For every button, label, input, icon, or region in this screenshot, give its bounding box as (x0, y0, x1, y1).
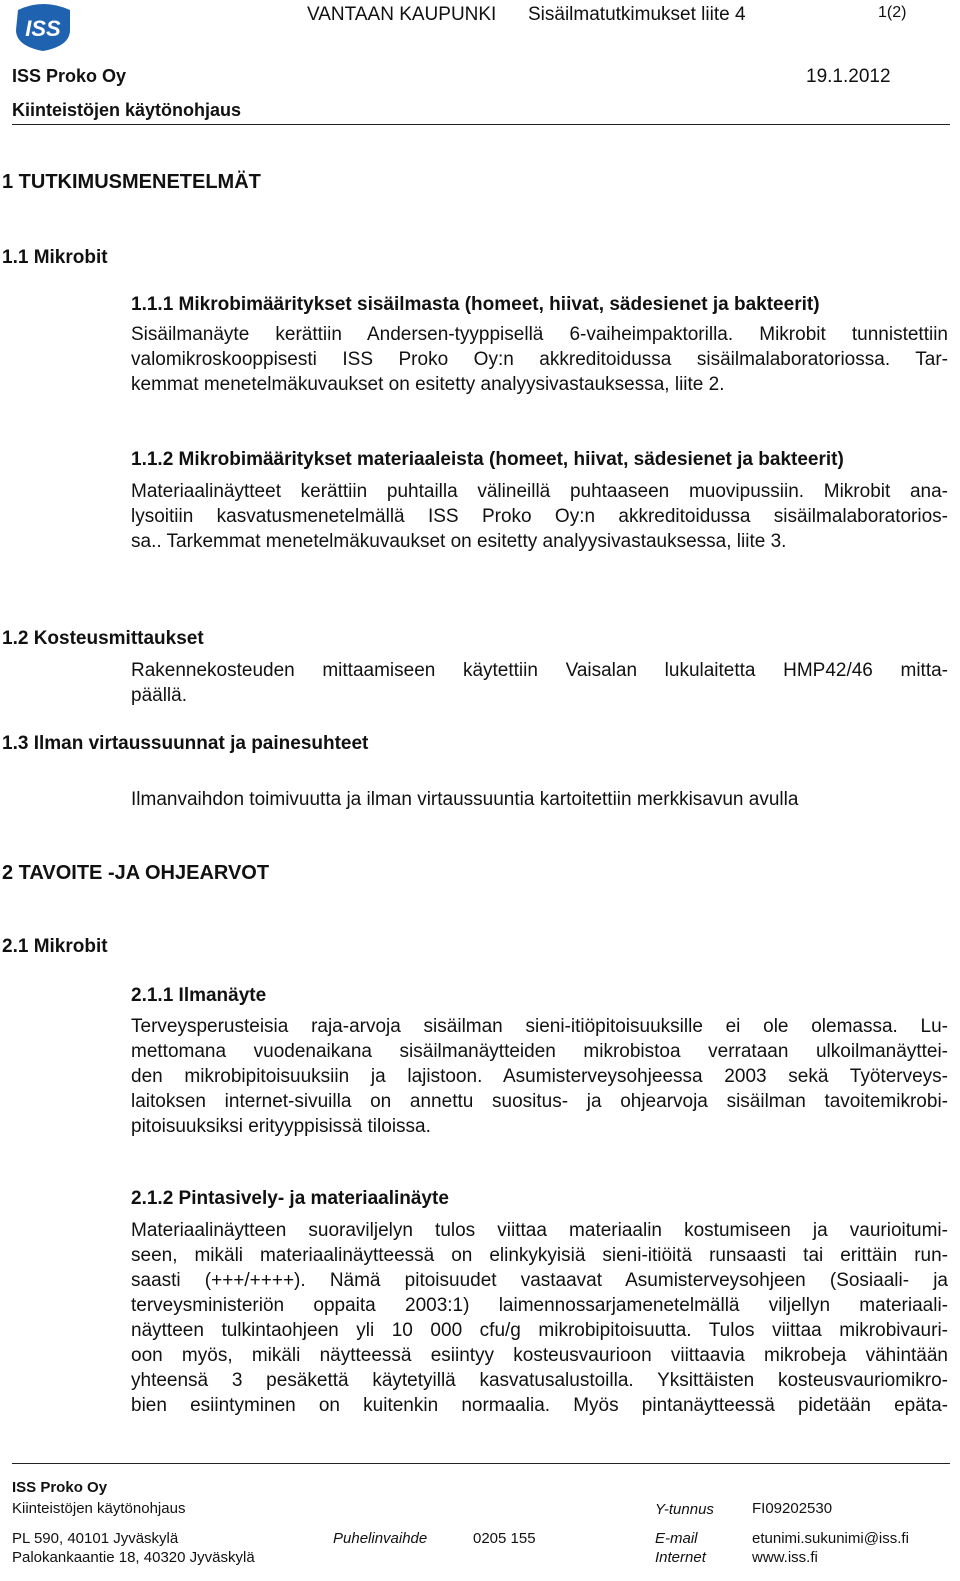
text-line: kemmat menetelmäkuvaukset on esitetty analyysivastauksessa, liite 2. (131, 374, 725, 395)
section-heading-1-3: 1.3 Ilman virtaussuunnat ja painesuhteet (2, 733, 369, 754)
section-heading-1-1: 1.1 Mikrobit (2, 247, 108, 268)
footer-company: ISS Proko Oy (12, 1479, 108, 1496)
footer-email-label: E-mail (655, 1530, 698, 1547)
footer-phone: 0205 155 (473, 1530, 536, 1547)
svg-text:ISS: ISS (25, 16, 61, 41)
header-department: Kiinteistöjen käytönohjaus (12, 100, 242, 120)
paragraph-2-1-2 (131, 1218, 948, 1418)
section-heading-1-2: 1.2 Kosteusmittaukset (2, 628, 204, 649)
footer-internet-label: Internet (655, 1549, 706, 1566)
text-line: sa.. Tarkemmat menetelmäkuvaukset on esitetty analyysivastauksessa, liite 3. (131, 531, 787, 552)
text-line: mettomana vuodenaikana sisäilmanäytteiden mikrobistoa verrataan ulkoilmanäyttei- (131, 1041, 948, 1062)
section-heading-1-1-2: 1.1.2 Mikrobimääritykset materiaaleista (homeet, hiivat, sädesienet ja bakteerit) (131, 449, 844, 470)
text-line: bien esiintyminen on kuitenkin normaalia. Myös pintanäytteessä pidetään epäta- (131, 1395, 948, 1416)
text-line: saasti (+++/++++). Nämä pitoisuudet vastaavat Asumisterveysohjeen (Sosiaali- ja (131, 1270, 948, 1291)
text-line: laitoksen internet-sivuilla on annettu suositus- ja ohjearvoja sisäilman tavoitemikrobi- (131, 1091, 948, 1112)
footer-internet[interactable]: www.iss.fi (752, 1549, 818, 1566)
text-line: pitoisuuksiksi erityyppisissä tiloissa. (131, 1116, 431, 1137)
header-date: 19.1.2012 (806, 66, 891, 87)
footer-ytunnus-label: Y-tunnus (655, 1501, 714, 1518)
header-subtitle: Sisäilmatutkimukset liite 4 (528, 4, 746, 25)
iss-logo (12, 2, 74, 52)
text-line: Materiaalinäytteen suoraviljelyn tulos viittaa materiaalin kostumiseen ja vaurioitumi- (131, 1220, 948, 1241)
paragraph-1-1-1 (131, 322, 948, 397)
paragraph-1-3 (131, 787, 948, 812)
text-line: valomikroskooppisesti ISS Proko Oy:n akkreditoidussa sisäilmalaboratoriossa. Tar- (131, 349, 948, 370)
section-heading-1-1-1: 1.1.1 Mikrobimääritykset sisäilmasta (homeet, hiivat, sädesienet ja bakteerit) (131, 294, 820, 315)
text-line: den mikrobipitoisuuksiin ja lajistoon. Asumisterveysohjeessa 2003 sekä Työterveys- (131, 1066, 948, 1087)
paragraph-1-1-2 (131, 479, 948, 554)
footer-address-2: Palokankaantie 18, 40320 Jyväskylä (12, 1549, 255, 1566)
footer-phone-label: Puhelinvaihde (333, 1530, 428, 1547)
header-title: VANTAAN KAUPUNKI (307, 4, 497, 25)
footer-divider (12, 1463, 950, 1464)
footer-email[interactable]: etunimi.sukunimi@iss.fi (752, 1530, 909, 1547)
header-divider (12, 124, 950, 125)
text-line: Sisäilmanäyte kerättiin Andersen-tyyppisellä 6-vaiheimpaktorilla. Mikrobit tunnistettiin (131, 324, 948, 345)
text-line: näytteen tulkintaohjeen yli 10 000 cfu/g mikrobipitoisuutta. Tulos viittaa mikrobivauri- (131, 1320, 948, 1341)
footer-department: Kiinteistöjen käytönohjaus (12, 1500, 186, 1517)
paragraph-1-2 (131, 658, 948, 708)
page-number: 1(2) (878, 4, 907, 21)
text-line: Terveysperusteisia raja-arvoja sisäilman sieni-itiöpitoisuuksille ei ole olemassa. Lu- (131, 1016, 948, 1037)
text-line: seen, mikäli materiaalinäytteessä on elinkykyisiä sieni-itiöitä runsaasti tai erittäin run- (131, 1245, 948, 1266)
section-heading-2-1-1: 2.1.1 Ilmanäyte (131, 985, 267, 1006)
text-line: Ilmanvaihdon toimivuutta ja ilman virtaussuuntia kartoitettiin merkkisavun avulla (131, 789, 799, 810)
paragraph-2-1-1 (131, 1014, 948, 1139)
text-line: lysoitiin kasvatusmenetelmällä ISS Proko Oy:n akkreditoidussa sisäilmalaboratorios- (131, 506, 948, 527)
section-heading-2-1-2: 2.1.2 Pintasively- ja materiaalinäyte (131, 1188, 449, 1209)
section-heading-2-1: 2.1 Mikrobit (2, 936, 108, 957)
footer-address-1: PL 590, 40101 Jyväskylä (12, 1530, 179, 1547)
header-company: ISS Proko Oy (12, 66, 127, 86)
text-line: yhteensä 3 pesäkettä käytetyillä kasvatusalustoilla. Yksittäisten kosteusvauriomikro- (131, 1370, 948, 1391)
text-line: oon myös, mikäli näytteessä esiintyy kosteusvaurioon viittaavia mikrobeja vähintään (131, 1345, 948, 1366)
section-heading-2: 2 TAVOITE -JA OHJEARVOT (2, 862, 270, 884)
text-line: terveysministeriön oppaita 2003:1) laimennossarjamenetelmällä viljellyn materiaali- (131, 1295, 948, 1316)
text-line: Materiaalinäytteet kerättiin puhtailla välineillä puhtaaseen muovipussiin. Mikrobit ana- (131, 481, 948, 502)
section-heading-1: 1 TUTKIMUSMENETELMÄT (2, 171, 261, 193)
text-line: päällä. (131, 685, 187, 706)
footer-ytunnus: FI09202530 (752, 1500, 833, 1517)
text-line: Rakennekosteuden mittaamiseen käytettiin Vaisalan lukulaitetta HMP42/46 mitta- (131, 660, 948, 681)
